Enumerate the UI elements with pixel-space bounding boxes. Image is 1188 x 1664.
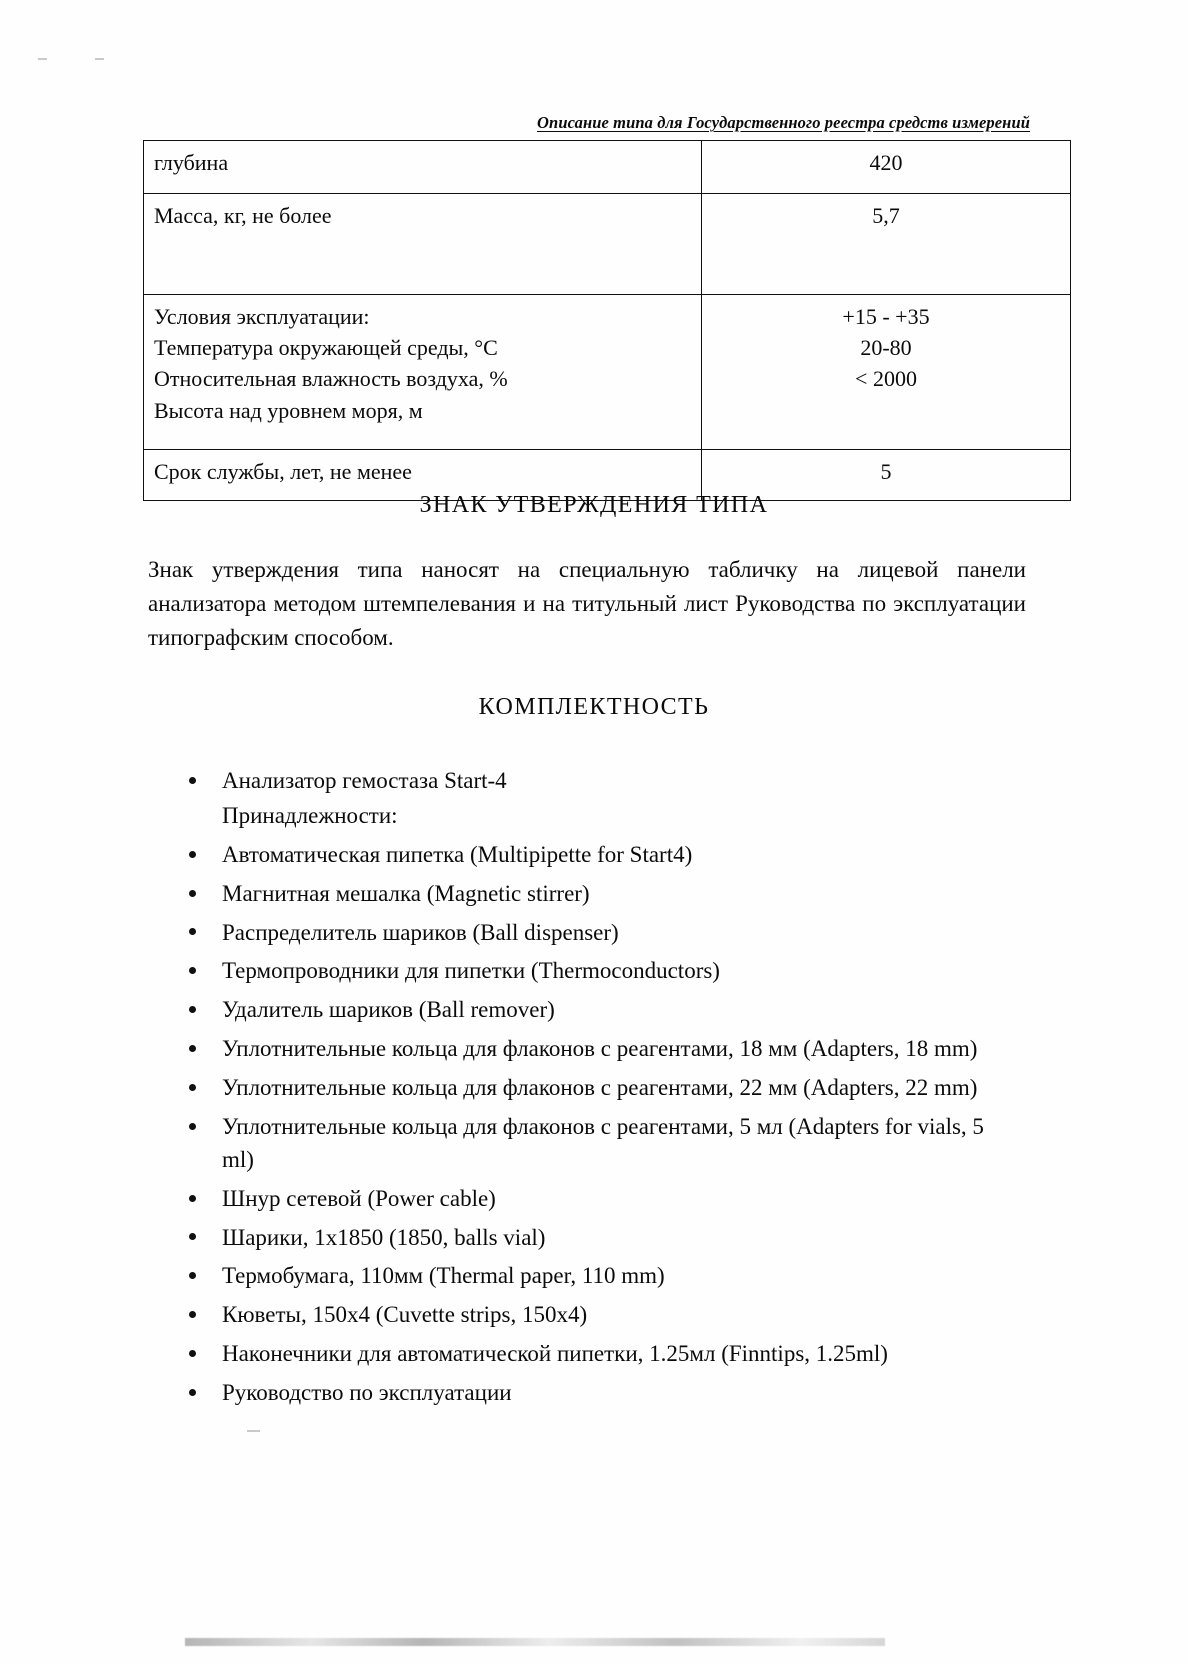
scan-speck bbox=[38, 58, 47, 60]
list-item bbox=[185, 1222, 985, 1255]
table-cell-value bbox=[702, 295, 1071, 450]
condition-line: Относительная влажность воздуха, % bbox=[154, 366, 508, 392]
list-item bbox=[185, 765, 985, 833]
bullet-icon bbox=[189, 1006, 196, 1013]
table-row bbox=[144, 295, 1071, 450]
running-head: Описание типа для Государственного реестра средств измерений bbox=[537, 113, 1030, 132]
list-item bbox=[185, 1377, 985, 1410]
table-cell-label: глубина bbox=[144, 141, 702, 194]
list-item-label: Термобумага, 110мм (Thermal paper, 110 mm) bbox=[222, 1263, 665, 1289]
list-item bbox=[185, 994, 985, 1027]
condition-line: Условия эксплуатации: bbox=[154, 304, 370, 329]
list-item-label: Магнитная мешалка (Magnetic stirrer) bbox=[222, 880, 590, 906]
table-cell-value: 5 bbox=[702, 450, 1071, 501]
specifications-table bbox=[143, 140, 1071, 501]
condition-value: < 2000 bbox=[855, 366, 917, 392]
bullet-icon bbox=[189, 777, 196, 784]
bullet-icon bbox=[189, 1311, 196, 1318]
table-cell-label: Масса, кг, не более bbox=[144, 194, 702, 295]
list-item bbox=[185, 1183, 985, 1216]
list-item-label: Руководство по эксплуатации bbox=[222, 1380, 512, 1405]
list-item-label: Удалитель шариков (Ball remover) bbox=[222, 997, 555, 1023]
bullet-icon bbox=[189, 1350, 196, 1357]
condition-line: Температура окружающей среды, °С bbox=[154, 335, 498, 361]
bullet-icon bbox=[189, 1233, 196, 1240]
list-item bbox=[185, 1260, 985, 1293]
list-item bbox=[185, 1072, 985, 1105]
list-item-label: Шнур сетевой (Power cable) bbox=[222, 1185, 496, 1211]
list-item-label: Шарики, 1х1850 (1850, balls vial) bbox=[222, 1224, 546, 1250]
bullet-icon bbox=[189, 1045, 196, 1052]
condition-value: +15 - +35 bbox=[842, 304, 930, 329]
scan-speck bbox=[95, 58, 104, 60]
list-item bbox=[185, 1338, 985, 1371]
bullet-icon bbox=[189, 1272, 196, 1279]
list-item-label: Распределитель шариков (Ball dispenser) bbox=[222, 919, 619, 945]
list-item-label: Автоматическая пипетка (Multipipette for Start4) bbox=[222, 841, 693, 867]
list-item bbox=[185, 839, 985, 872]
bullet-icon bbox=[189, 1084, 196, 1091]
list-item bbox=[185, 917, 985, 950]
condition-value: 20-80 bbox=[860, 335, 912, 361]
bullet-icon bbox=[189, 890, 196, 897]
list-item-label: Наконечники для автоматической пипетки, 1.25мл (Finntips, 1.25ml) bbox=[222, 1341, 888, 1367]
table-cell-value: 5,7 bbox=[702, 194, 1071, 295]
bullet-icon bbox=[189, 1389, 196, 1396]
scan-speck bbox=[247, 1430, 260, 1432]
list-item bbox=[185, 1111, 985, 1177]
kit-contents-list bbox=[185, 765, 985, 1416]
list-item bbox=[185, 878, 985, 911]
list-item bbox=[185, 1033, 985, 1066]
list-item bbox=[185, 1299, 985, 1332]
table-row bbox=[144, 194, 1071, 295]
list-item-label: Уплотнительные кольца для флаконов с реагентами, 5 мл (Adapters for vials, 5 ml) bbox=[222, 1113, 984, 1172]
bullet-icon bbox=[189, 1123, 196, 1130]
bullet-icon bbox=[189, 967, 196, 974]
list-item-label: Термопроводники для пипетки (Thermoconductors) bbox=[222, 958, 720, 984]
table-cell-label bbox=[144, 295, 702, 450]
bullet-icon bbox=[189, 928, 196, 935]
list-item-label: Кюветы, 150х4 (Cuvette strips, 150х4) bbox=[222, 1302, 588, 1328]
table-cell-value: 420 bbox=[702, 141, 1071, 194]
list-item bbox=[185, 955, 985, 988]
section-title-approval: ЗНАК УТВЕРЖДЕНИЯ ТИПА bbox=[419, 492, 769, 518]
bullet-icon bbox=[189, 1195, 196, 1202]
section-title-contents: КОМПЛЕКТНОСТЬ bbox=[478, 694, 710, 720]
scan-footer-artifact bbox=[185, 1638, 885, 1646]
list-item-label: Анализатор гемостаза Start-4 bbox=[222, 768, 507, 793]
approval-paragraph: Знак утверждения типа наносят на специальную табличку на лицевой панели анализатора методом штемпелевания и на титульный лист Руководства по эксплуатации типографским способом. bbox=[148, 557, 1026, 651]
condition-line: Высота над уровнем моря, м bbox=[154, 397, 423, 423]
bullet-icon bbox=[189, 851, 196, 858]
table-row bbox=[144, 141, 1071, 194]
list-item-sublabel: Принадлежности: bbox=[222, 802, 398, 828]
list-item-label: Уплотнительные кольца для флаконов с реагентами, 18 мм (Adapters, 18 mm) bbox=[222, 1036, 978, 1062]
table-cell-label: Срок службы, лет, не менее bbox=[144, 450, 702, 501]
list-item-label: Уплотнительные кольца для флаконов с реагентами, 22 мм (Adapters, 22 mm) bbox=[222, 1075, 978, 1100]
